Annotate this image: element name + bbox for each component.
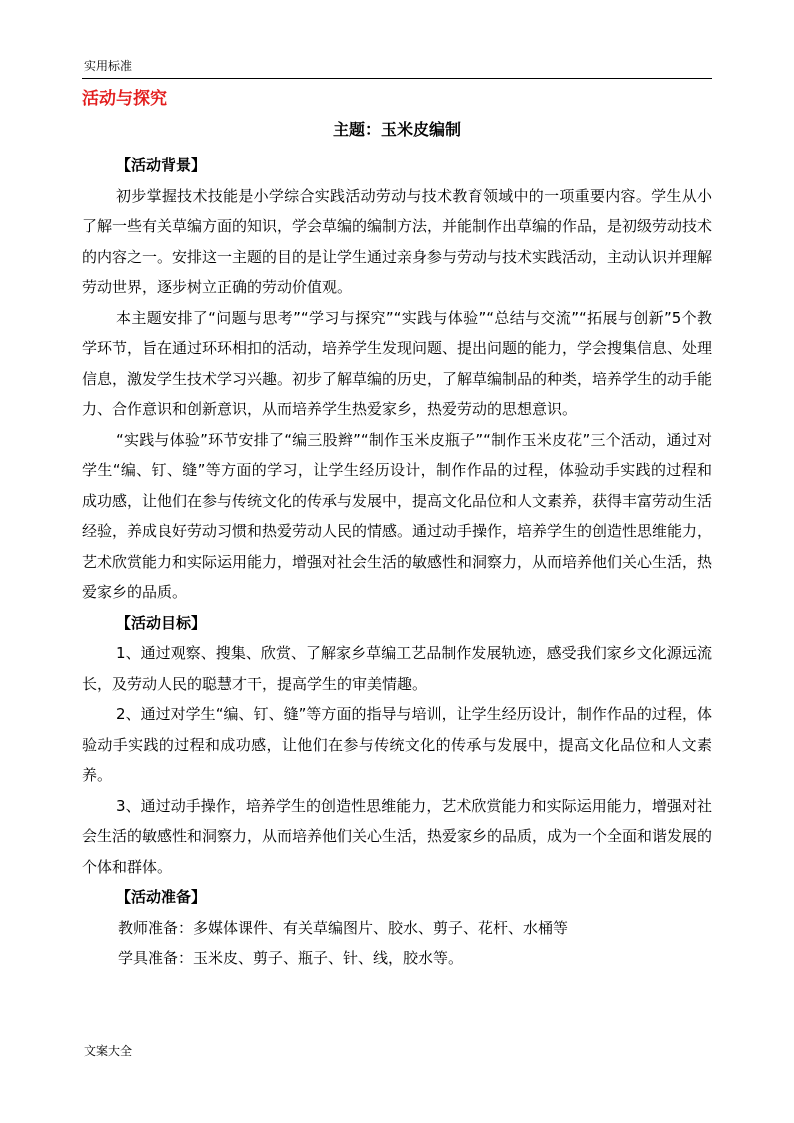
section-label: 活动与探究 (82, 89, 167, 109)
goals-heading: 【活动目标】 (116, 613, 207, 632)
teacher-preparation: 教师准备：多媒体课件、有关草编图片、胶水、剪子、花杆、水桶等 (118, 918, 569, 937)
goal-item-2: 2、通过对学生“编、钉、缝”等方面的指导与培训，让学生经历设计，制作作品的过程，体验动手实践的过程和成功感，让他们在参与传统文化的传承与发展中，提高文化品位和人文素养。 (82, 705, 712, 784)
document-body (82, 150, 712, 974)
document-title: 主题：玉米皮编制 (332, 120, 461, 139)
header-rule (82, 78, 712, 79)
background-paragraph-3: “实践与体验”环节安排了“编三股辫”“制作玉米皮瓶子”“制作玉米皮花”三个活动，通过对学生“编、钉、缝”等方面的学习，让学生经历设计，制作作品的过程，体验动手实践的过程和成功感，让他们在参与传统文化的传承与发展中，提高文化品位和人文素养，获得丰富劳动生活经验，养成良好劳动习惯和热爱劳动人民的情感。通过动手操作，培养学生的创造性思维能力，艺术欣赏能力和实际运用能力，增强对社会生活的敏感性和洞察力，从而培养他们关心生活，热爱家乡的品质。 (82, 430, 713, 601)
goal-item-3: 3、通过动手操作，培养学生的创造性思维能力，艺术欣赏能力和实际运用能力，增强对社会生活的敏感性和洞察力，从而培养他们关心生活，热爱家乡的品质，成为一个全面和谐发展的个体和群体。 (82, 796, 713, 876)
background-paragraph-1: 初步掌握技术技能是小学综合实践活动劳动与技术教育领域中的一项重要内容。学生从小了解一些有关草编方面的知识，学会草编的编制方法，并能制作出草编的作品，是初级劳动技术的内容之一。安排这一主题的目的是让学生通过亲身参与劳动与技术实践活动，主动认识并理解劳动世界，逐步树立正确的劳动价值观。 (82, 186, 713, 296)
preparation-heading: 【活动准备】 (116, 888, 207, 906)
header-note: 实用标准 (84, 59, 133, 73)
footer-note: 文案大全 (84, 1044, 133, 1058)
goal-item-1: 1、通过观察、搜集、欣赏、了解家乡草编工艺品制作发展轨迹，感受我们家乡文化源远流长，及劳动人民的聪慧才干，提高学生的审美情趣。 (82, 644, 712, 693)
student-preparation: 学具准备：玉米皮、剪子、瓶子、针、线，胶水等。 (118, 949, 464, 967)
background-heading: 【活动背景】 (116, 156, 207, 174)
background-paragraph-2: 本主题安排了“问题与思考”“学习与探究”“实践与体验”“总结与交流”“拓展与创新”5个教学环节，旨在通过环环相扣的活动，培养学生发现问题、提出问题的能力，学会搜集信息、处理信息，激发学生技术学习兴趣。初步了解草编的历史，了解草编制品的种类，培养学生的动手能力、合作意识和创新意识，从而培养学生热爱家乡，热爱劳动的思想意识。 (82, 308, 713, 418)
